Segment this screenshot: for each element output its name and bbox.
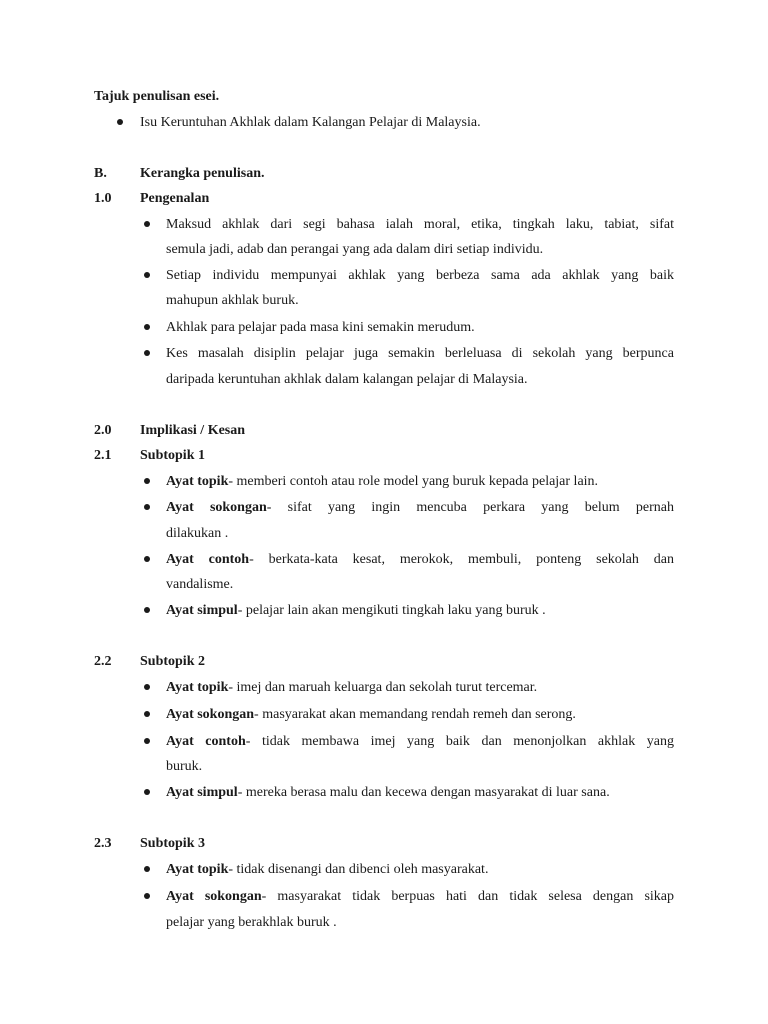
item-key: Ayat simpul xyxy=(166,603,238,618)
section-heading: Pengenalan xyxy=(140,191,210,206)
item-key: Ayat sokongan xyxy=(166,500,267,515)
bullet-icon xyxy=(144,711,150,717)
section-heading: Kerangka penulisan. xyxy=(140,166,265,181)
bullet-icon xyxy=(144,789,150,795)
bullet-icon xyxy=(144,866,150,872)
item-text: - masyarakat akan memandang rendah remeh dan serong. xyxy=(254,707,576,722)
section-number: 2.2 xyxy=(94,654,112,669)
item-text: - tidak disenangi dan dibenci oleh masyarakat. xyxy=(228,862,489,877)
list-item-line: daripada keruntuhan akhlak dalam kalangan pelajar di Malaysia. xyxy=(166,372,528,387)
list-item-line: pelajar yang berakhlak buruk . xyxy=(166,915,337,930)
list-item-line xyxy=(166,499,674,517)
item-text: - tidak membawa imej yang baik dan menonjolkan akhlak yang xyxy=(245,734,674,749)
list-item-line xyxy=(166,784,610,802)
list-item-line: Maksud akhlak dari segi bahasa ialah moral, etika, tingkah laku, tabiat, sifat xyxy=(166,217,674,232)
section-heading: Subtopik 3 xyxy=(140,836,205,851)
list-item-line xyxy=(166,679,537,697)
list-item-line: Setiap individu mempunyai akhlak yang berbeza sama ada akhlak yang baik xyxy=(166,268,674,283)
list-item-line: vandalisme. xyxy=(166,577,234,592)
section-number: 2.3 xyxy=(94,836,112,851)
item-key: Ayat topik xyxy=(166,862,229,877)
list-item-line xyxy=(166,602,546,620)
section-number: 2.0 xyxy=(94,423,112,438)
item-key: Ayat topik xyxy=(166,680,229,695)
list-item-line xyxy=(166,473,598,491)
item-key: Ayat sokongan xyxy=(166,707,255,722)
list-item-line xyxy=(166,733,674,751)
item-key: Ayat topik xyxy=(166,474,229,489)
list-item-line xyxy=(166,888,674,906)
list-item-line: mahupun akhlak buruk. xyxy=(166,293,299,308)
item-key: Ayat contoh xyxy=(166,552,250,567)
bullet-icon xyxy=(144,893,150,899)
bullet-icon xyxy=(144,350,150,356)
essay-topic: Isu Keruntuhan Akhlak dalam Kalangan Pelajar di Malaysia. xyxy=(140,115,481,130)
list-item-line: dilakukan . xyxy=(166,526,229,541)
bullet-icon xyxy=(144,684,150,690)
list-item-line xyxy=(166,861,488,879)
bullet-icon xyxy=(144,504,150,510)
list-item-line: Kes masalah disiplin pelajar juga semakin berleluasa di sekolah yang berpunca xyxy=(166,346,674,361)
item-text: - pelajar lain akan mengikuti tingkah laku yang buruk . xyxy=(237,603,546,618)
item-text: - masyarakat tidak berpuas hati dan tidak selesa dengan sikap xyxy=(261,889,675,904)
bullet-icon xyxy=(117,119,123,125)
list-item-line xyxy=(166,706,576,724)
section-heading: Implikasi / Kesan xyxy=(140,423,246,438)
section-number: 2.1 xyxy=(94,448,112,463)
item-key: Ayat sokongan xyxy=(166,889,262,904)
list-item-line: buruk. xyxy=(166,759,203,774)
item-text: - memberi contoh atau role model yang buruk kepada pelajar lain. xyxy=(228,474,599,489)
bullet-icon xyxy=(144,556,150,562)
section-number: 1.0 xyxy=(94,191,112,206)
item-key: Ayat simpul xyxy=(166,785,238,800)
item-text: - mereka berasa malu dan kecewa dengan masyarakat di luar sana. xyxy=(237,785,610,800)
item-text: - imej dan maruah keluarga dan sekolah turut tercemar. xyxy=(228,680,538,695)
list-item-line: semula jadi, adab dan perangai yang ada dalam diri setiap individu. xyxy=(166,242,544,257)
section-heading: Subtopik 2 xyxy=(140,654,205,669)
bullet-icon xyxy=(144,324,150,330)
list-item-line xyxy=(166,551,674,569)
item-text: - berkata-kata kesat, merokok, membuli, ponteng sekolah dan xyxy=(249,552,674,567)
bullet-icon xyxy=(144,221,150,227)
bullet-icon xyxy=(144,272,150,278)
list-item-line: Akhlak para pelajar pada masa kini semakin merudum. xyxy=(166,320,475,335)
bullet-icon xyxy=(144,478,150,484)
item-text: - sifat yang ingin mencuba perkara yang belum pernah xyxy=(266,500,674,515)
essay-title: Tajuk penulisan esei. xyxy=(94,89,220,104)
item-key: Ayat contoh xyxy=(166,734,246,749)
section-number: B. xyxy=(94,166,107,181)
bullet-icon xyxy=(144,607,150,613)
section-heading: Subtopik 1 xyxy=(140,448,205,463)
bullet-icon xyxy=(144,738,150,744)
